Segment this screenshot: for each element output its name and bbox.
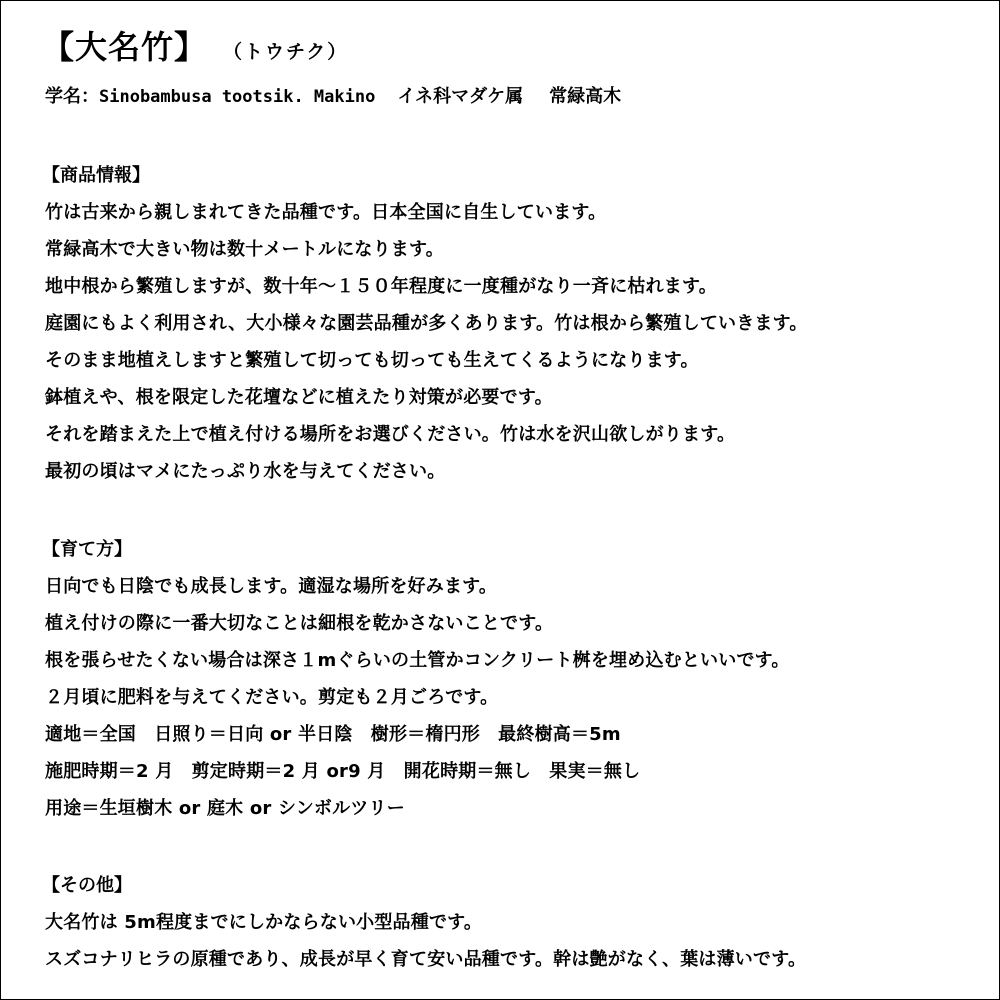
scientific-name-label: 学名： bbox=[45, 86, 99, 107]
info-line: そのまま地植えしますと繁殖して切っても切っても生えてくるようになります。 bbox=[45, 350, 699, 371]
growing-line: 適地＝全国 日照り＝日向 or 半日陰 樹形＝楕円形 最終樹高＝5m bbox=[45, 724, 621, 745]
title-row bbox=[42, 27, 985, 71]
document-content bbox=[42, 27, 985, 970]
section-product-info bbox=[42, 157, 985, 490]
growing-line: 根を張らせたくない場合は深さ１mぐらいの土管かコンクリート桝を埋め込むといいです。 bbox=[45, 650, 790, 671]
growing-line: 用途＝生垣樹木 or 庭木 or シンボルツリー bbox=[45, 798, 405, 819]
info-line: 庭園にもよく利用され、大小様々な園芸品種が多くあります。竹は根から繁殖していきます。 bbox=[45, 313, 808, 334]
plant-family: イネ科マダケ属 bbox=[397, 86, 524, 107]
info-line: 竹は古来から親しまれてきた品種です。日本全国に自生しています。 bbox=[45, 202, 607, 223]
section-growing bbox=[42, 531, 985, 827]
scientific-name-row bbox=[45, 85, 985, 115]
growing-line: 日向でも日陰でも成長します。適湿な場所を好みます。 bbox=[45, 576, 498, 597]
plant-type: 常緑高木 bbox=[549, 86, 622, 107]
growing-line: 植え付けの際に一番大切なことは細根を乾かさないことです。 bbox=[45, 613, 554, 634]
growing-line: 施肥時期＝2 月 剪定時期＝2 月 or9 月 開花時期＝無し 果実＝無し bbox=[45, 761, 641, 782]
page-title: 【大名竹】 bbox=[42, 28, 208, 66]
section-heading-other: 【その他】 bbox=[42, 875, 132, 896]
info-line: 地中根から繁殖しますが、数十年～１５０年程度に一度種がなり一斉に枯れます。 bbox=[45, 276, 717, 297]
growing-line: ２月頃に肥料を与えてください。剪定も２月ごろです。 bbox=[45, 687, 499, 708]
title-reading: （トウチク） bbox=[223, 41, 349, 63]
section-heading-product-info: 【商品情報】 bbox=[42, 165, 150, 186]
scientific-name-latin: Sinobambusa tootsik. Makino bbox=[99, 87, 376, 107]
info-line: 鉢植えや、根を限定した花壇などに植えたり対策が必要です。 bbox=[45, 387, 553, 408]
section-other bbox=[42, 867, 985, 978]
info-line: 最初の頃はマメにたっぷり水を与えてください。 bbox=[45, 461, 446, 482]
section-heading-growing: 【育て方】 bbox=[42, 539, 132, 560]
other-line: 大名竹は 5m程度までにしかならない小型品種です。 bbox=[45, 912, 483, 933]
info-line: 常緑高木で大きい物は数十メートルになります。 bbox=[45, 239, 444, 260]
other-line: スズコナリヒラの原種であり、成長が早く育て安い品種です。幹は艶がなく、葉は薄いです。 bbox=[45, 949, 807, 970]
info-line: それを踏まえた上で植え付ける場所をお選びください。竹は水を沢山欲しがります。 bbox=[45, 424, 736, 445]
